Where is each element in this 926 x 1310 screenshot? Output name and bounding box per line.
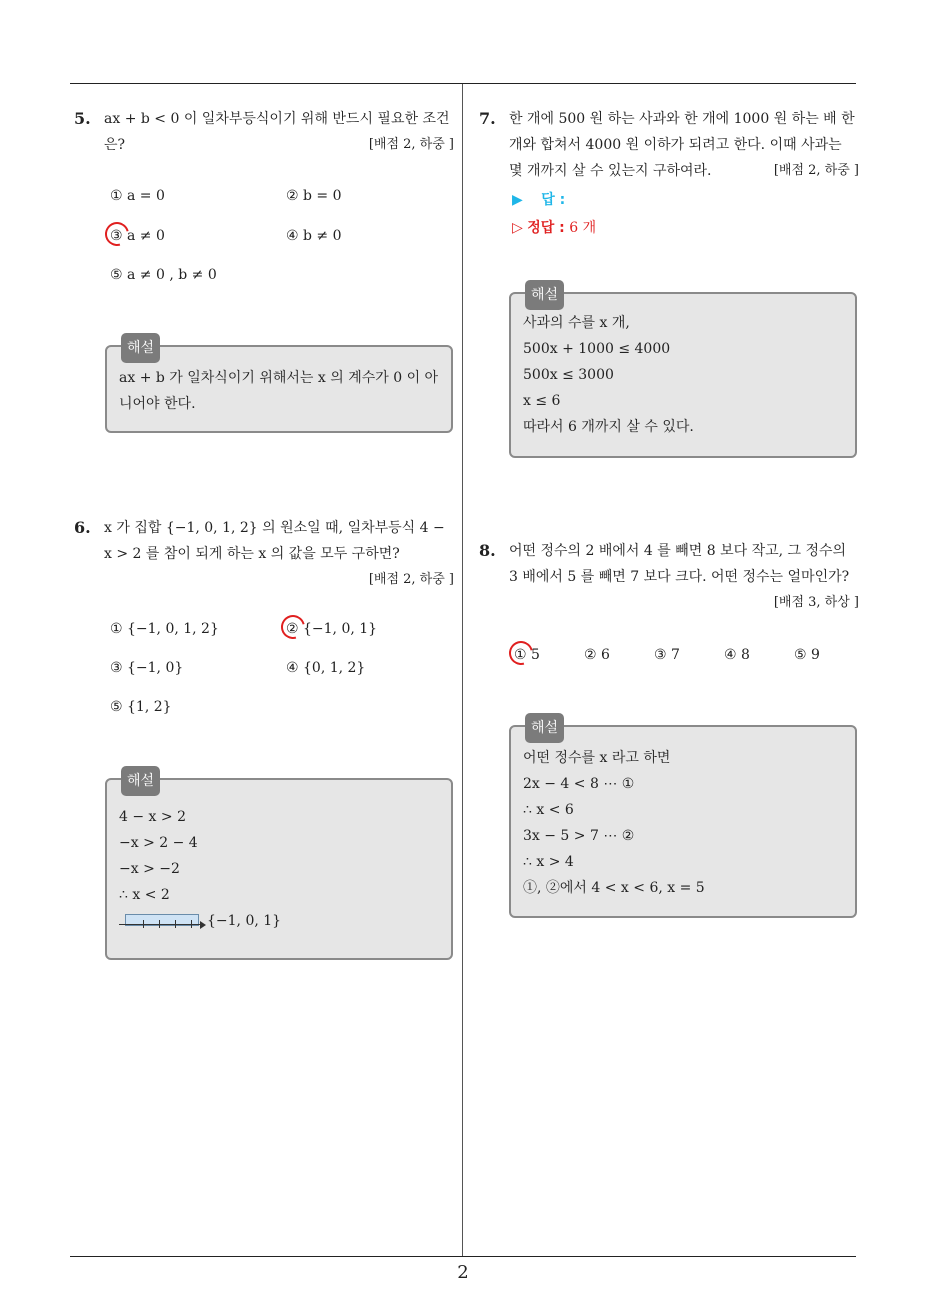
q5-choice-4[interactable]: ④ b ≠ 0	[286, 228, 342, 244]
q6-choice-4[interactable]: ④ {0, 1, 2}	[286, 660, 366, 676]
question-8-body: 어떤 정수의 2 배에서 4 를 빼면 8 보다 작고, 그 정수의 3 배에서 5 를 빼면 7 보다 크다. 어떤 정수는 얼마인가?	[509, 543, 850, 585]
q6-choice-1[interactable]: ① {−1, 0, 1, 2}	[110, 621, 219, 637]
q6-numberline-result: {−1, 0, 1}	[207, 913, 282, 929]
number-line-tick	[191, 920, 192, 928]
number-line-tick	[159, 920, 160, 928]
solution-tag: 해설	[525, 713, 564, 743]
q7-solution-line-2: 500x + 1000 ≤ 4000	[523, 341, 671, 357]
q6-choice-5[interactable]: ⑤ {1, 2}	[110, 699, 172, 715]
number-line	[119, 914, 203, 928]
question-6-body: x 가 집합 {−1, 0, 1, 2} 의 원소일 때, 일차부등식 4 − x > 2 를 참이 되게 하는 x 의 값을 모두 구하면?	[104, 520, 445, 562]
q5-choice-3[interactable]: ③ a ≠ 0	[110, 228, 165, 244]
q8-solution-line-5: ∴ x > 4	[523, 854, 574, 870]
q7-solution-line-1: 사과의 수를 x 개,	[523, 315, 630, 331]
q5-solution-box	[105, 340, 453, 433]
bottom-rule	[70, 1256, 856, 1257]
q7-solution-line-4: x ≤ 6	[523, 393, 561, 409]
q8-choice-1[interactable]: ① 5	[514, 647, 540, 663]
page-number: 2	[457, 1262, 469, 1283]
question-6-number: 6.	[74, 518, 91, 537]
number-line-arrow-icon	[200, 921, 206, 929]
q7-solution-box	[509, 287, 857, 458]
q8-choice-3[interactable]: ③ 7	[654, 647, 680, 663]
q6-choice-2[interactable]: ② {−1, 0, 1}	[286, 621, 378, 637]
q8-solution-line-4: 3x − 5 > 7 ⋯ ②	[523, 828, 635, 844]
question-5-points: [배점 2, 하중 ]	[368, 137, 454, 152]
q7-solution-line-3: 500x ≤ 3000	[523, 367, 614, 383]
question-7-points: [배점 2, 하중 ]	[773, 163, 859, 178]
question-6-points: [배점 2, 하중 ]	[368, 572, 454, 587]
q6-solution-line-1: 4 − x > 2	[119, 809, 186, 825]
q6-solution-line-4: ∴ x < 2	[119, 887, 170, 903]
q6-solution-line-3: −x > −2	[119, 861, 180, 877]
question-8-points: [배점 3, 하상 ]	[773, 595, 859, 610]
question-5-number: 5.	[74, 109, 91, 128]
solution-tag: 해설	[121, 766, 160, 796]
number-line-tick	[175, 920, 176, 928]
question-8-text	[509, 538, 859, 616]
q6-solution-box	[105, 773, 453, 960]
q8-choice-4[interactable]: ④ 8	[724, 647, 750, 663]
q6-numberline-row	[119, 908, 439, 934]
q7-answer-row	[512, 189, 565, 209]
q7-correct-row	[512, 217, 596, 237]
correct-triangle-icon: ▷	[512, 220, 523, 236]
q8-solution-line-1: 어떤 정수를 x 라고 하면	[523, 750, 671, 766]
question-7-body: 한 개에 500 원 하는 사과와 한 개에 1000 원 하는 배 한 개와 합쳐서 4000 원 이하가 되려고 한다. 이때 사과는 몇 개까지 살 수 있는지 구하여라.	[509, 111, 855, 179]
q8-choice-2[interactable]: ② 6	[584, 647, 610, 663]
q5-solution-line: ax + b 가 일차식이기 위해서는 x 의 계수가 0 이 아니어야 한다.	[119, 370, 439, 412]
solution-tag: 해설	[525, 280, 564, 310]
q8-solution-line-6: ①, ②에서 4 < x < 6, x = 5	[523, 880, 705, 896]
question-6-text	[104, 515, 454, 593]
q5-choice-1[interactable]: ① a = 0	[110, 188, 165, 204]
q7-correct-value: 6 개	[569, 220, 597, 236]
number-line-tick	[143, 920, 144, 928]
q5-choice-5[interactable]: ⑤ a ≠ 0 , b ≠ 0	[110, 267, 217, 283]
top-rule	[70, 83, 856, 84]
question-7-number: 7.	[479, 109, 496, 128]
solution-tag: 해설	[121, 333, 160, 363]
q6-choice-3[interactable]: ③ {−1, 0}	[110, 660, 184, 676]
question-5-text	[104, 106, 454, 158]
q7-solution-line-5: 따라서 6 개까지 살 수 있다.	[523, 419, 694, 435]
q6-solution-line-2: −x > 2 − 4	[119, 835, 198, 851]
question-8-number: 8.	[479, 541, 496, 560]
q8-choice-5[interactable]: ⑤ 9	[794, 647, 820, 663]
q5-choice-2[interactable]: ② b = 0	[286, 188, 342, 204]
q7-correct-label: 정답 :	[527, 220, 565, 236]
column-divider	[462, 84, 463, 1256]
q8-solution-box	[509, 720, 857, 918]
q8-solution-line-3: ∴ x < 6	[523, 802, 574, 818]
answer-triangle-icon: ▶	[512, 192, 523, 208]
question-5-body: ax + b < 0 이 일차부등식이기 위해 반드시 필요한 조건은?	[104, 111, 450, 153]
q7-answer-label: 답 :	[541, 192, 566, 208]
question-7-text	[509, 106, 859, 184]
q8-solution-line-2: 2x − 4 < 8 ⋯ ①	[523, 776, 635, 792]
